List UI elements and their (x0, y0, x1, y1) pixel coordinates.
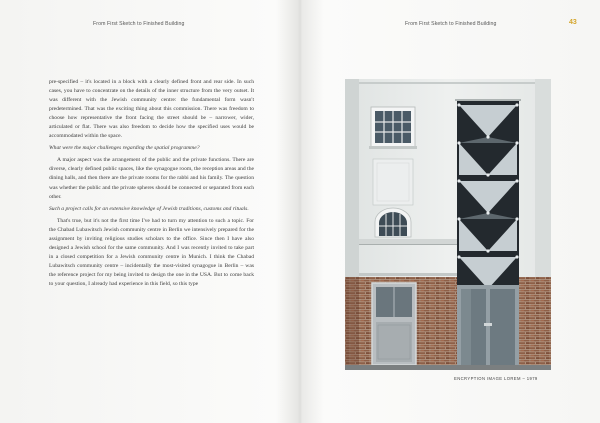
building-facade-photo (345, 79, 551, 370)
page-number: 43 (569, 19, 577, 26)
body-text-column (49, 78, 254, 289)
question-2: Such a project calls for an extensive knowledge of Jewish traditions, customs and rituals. (49, 205, 249, 212)
photo-caption: ENCRYPTION IMAGE LOREM – 1979 (454, 376, 538, 381)
paragraph-1: pre-specified – it's located in a block with a clearly defined front and rear side. In such cases, you have to concentrate on the details of the inner structure from the very outset. It was different with the Jewish community centre: the fundamental form wasn't predetermined. That was the exciting thing about this commission. There was freedom to choose how representative the front facing the street should be – narrower, wider, articulated or flat. There was also freedom to decide how the specified uses would be accommodated within the space. (49, 79, 254, 140)
left-running-head: From First Sketch to Finished Building (93, 21, 185, 27)
right-running-head: From First Sketch to Finished Building (405, 21, 497, 27)
paragraph-3: That's true, but it's not the first time I've had to turn my attention to such a topic. For the Chabad Lubawitsch Jewish community centre in Berlin we intensively prepared for the assignment by inviting religious studies scholars to the office. Since then I have also designed a Jewish school for the same community. And I was recently invited to take part in a closed competition for a Jewish community centre in Munich. I think the Chabad Lubawitsch community centre – incidentally the most-visited synagogue in Berlin – was the reference project for my being invited to design the one in the USA. But to come back to your question, I already had experience in this field, so this type (49, 217, 254, 287)
paragraph-2: A major aspect was the arrangement of the public and the private functions. There are diverse, clearly defined public spaces, like the synagogue room, the reception areas and the dining halls, and then there are the private rooms for the rabbi and his family. The question was whether the public and the private spheres should be connected or separated from each other. (49, 157, 254, 200)
question-1: What were the major challenges regarding the spatial programme? (49, 145, 200, 152)
